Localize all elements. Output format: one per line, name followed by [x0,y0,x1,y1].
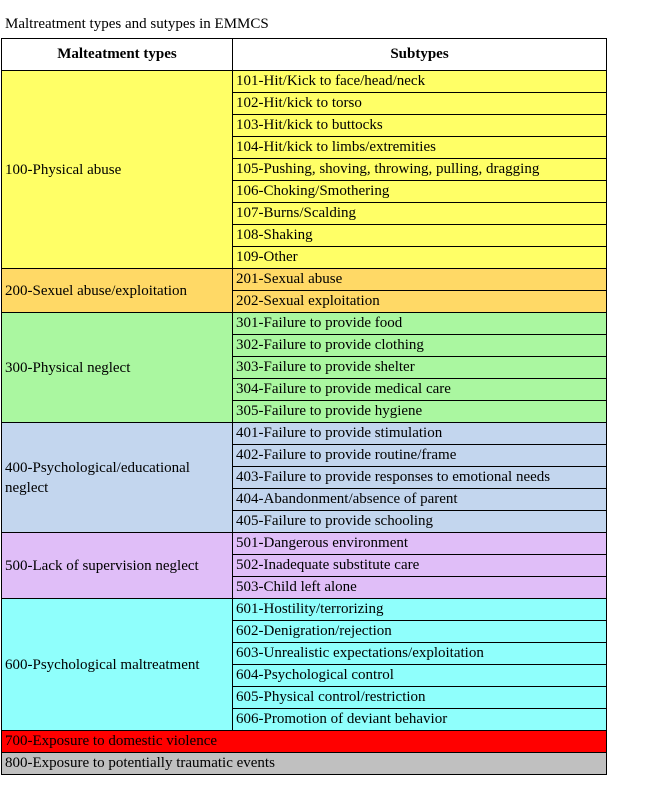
subtype-cell: 201-Sexual abuse [233,269,607,291]
type-psych-edu-neglect: 400-Psychological/educational neglect [2,423,233,533]
subtype-cell: 301-Failure to provide food [233,313,607,335]
subtype-cell: 601-Hostility/terrorizing [233,599,607,621]
subtype-cell: 101-Hit/Kick to face/head/neck [233,71,607,93]
subtype-cell: 202-Sexual exploitation [233,291,607,313]
table-row [2,269,607,291]
subtype-cell: 102-Hit/kick to torso [233,93,607,115]
subtype-cell: 404-Abandonment/absence of parent [233,489,607,511]
subtype-cell: 604-Psychological control [233,665,607,687]
type-domestic-violence: 700-Exposure to domestic violence [2,731,607,753]
table-row [2,599,607,621]
subtype-cell: 605-Physical control/restriction [233,687,607,709]
subtype-cell: 606-Promotion of deviant behavior [233,709,607,731]
subtype-cell: 501-Dangerous environment [233,533,607,555]
table-caption: Maltreatment types and sutypes in EMMCS [5,16,269,32]
table-row [2,533,607,555]
table-row [2,423,607,445]
subtype-cell: 303-Failure to provide shelter [233,357,607,379]
header-subtypes: Subtypes [233,39,607,71]
subtype-cell: 108-Shaking [233,225,607,247]
subtype-cell: 603-Unrealistic expectations/exploitation [233,643,607,665]
subtype-cell: 502-Inadequate substitute care [233,555,607,577]
subtype-cell: 106-Choking/Smothering [233,181,607,203]
subtype-cell: 103-Hit/kick to buttocks [233,115,607,137]
type-physical-neglect: 300-Physical neglect [2,313,233,423]
subtype-cell: 109-Other [233,247,607,269]
type-sexual-abuse: 200-Sexuel abuse/exploitation [2,269,233,313]
subtype-cell: 405-Failure to provide schooling [233,511,607,533]
table-row [2,731,607,753]
table-row [2,71,607,93]
type-traumatic-events: 800-Exposure to potentially traumatic events [2,753,607,775]
table-row [2,313,607,335]
subtype-cell: 402-Failure to provide routine/frame [233,445,607,467]
subtype-cell: 602-Denigration/rejection [233,621,607,643]
type-physical-abuse: 100-Physical abuse [2,71,233,269]
table-row [2,753,607,775]
subtype-cell: 302-Failure to provide clothing [233,335,607,357]
header-types: Malteatment types [2,39,233,71]
subtype-cell: 503-Child left alone [233,577,607,599]
subtype-cell: 401-Failure to provide stimulation [233,423,607,445]
subtype-cell: 104-Hit/kick to limbs/extremities [233,137,607,159]
subtype-cell: 107-Burns/Scalding [233,203,607,225]
subtype-cell: 305-Failure to provide hygiene [233,401,607,423]
maltreatment-table [1,38,607,775]
type-psych-maltreatment: 600-Psychological maltreatment [2,599,233,731]
subtype-cell: 105-Pushing, shoving, throwing, pulling, dragging [233,159,607,181]
subtype-cell: 304-Failure to provide medical care [233,379,607,401]
header-row [2,39,607,71]
type-supervision-neglect: 500-Lack of supervision neglect [2,533,233,599]
subtype-cell: 403-Failure to provide responses to emotional needs [233,467,607,489]
